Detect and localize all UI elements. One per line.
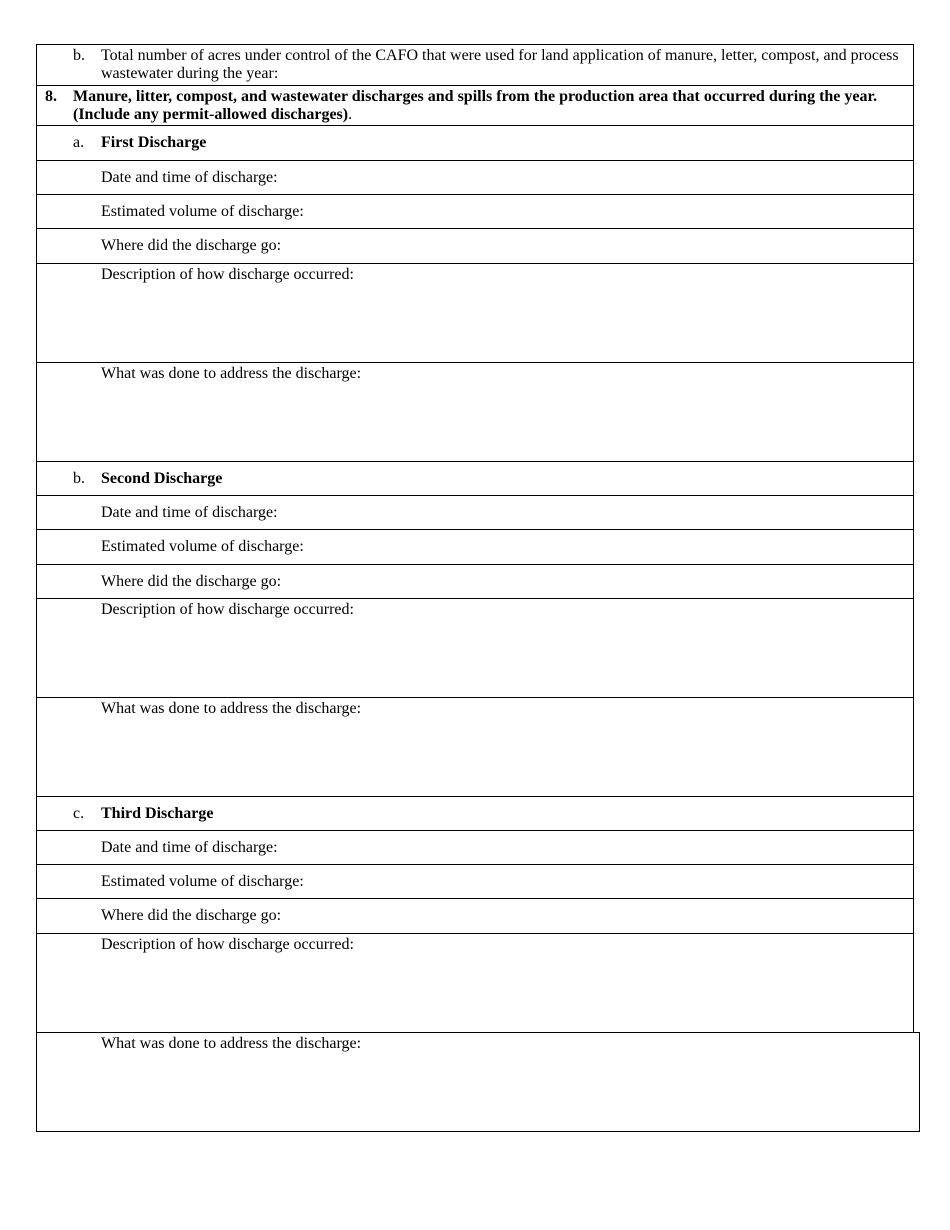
where-field[interactable]: [36, 228, 914, 263]
description-label: Description of how discharge occurred:: [101, 601, 354, 618]
action-field[interactable]: [36, 362, 914, 461]
section-title-bold: Manure, litter, compost, and wastewater discharges and spills from the production area that occurred during the year. (Include any permit-allowed discharges): [73, 88, 878, 123]
discharge-title-row: [36, 125, 914, 160]
action-field[interactable]: [36, 1032, 920, 1132]
action-label: What was done to address the discharge:: [101, 365, 362, 382]
description-field[interactable]: [36, 598, 914, 697]
discharge-letter: c.: [73, 804, 85, 822]
discharge-title-row: [36, 796, 914, 830]
discharge-form: [36, 44, 914, 1132]
discharge-title: First Discharge: [101, 134, 207, 151]
item-letter: b.: [73, 47, 85, 64]
section-8-heading: [36, 85, 914, 125]
volume-field[interactable]: [36, 529, 914, 564]
discharge-title: Second Discharge: [101, 469, 223, 487]
acres-row: [36, 44, 914, 85]
volume-field[interactable]: [36, 864, 914, 898]
discharge-title-row: [36, 461, 914, 495]
volume-label: Estimated volume of discharge:: [101, 872, 304, 890]
date-label: Date and time of discharge:: [101, 838, 278, 856]
description-label: Description of how discharge occurred:: [101, 266, 354, 283]
description-field[interactable]: [36, 933, 914, 1032]
discharge-letter: b.: [73, 469, 85, 487]
acres-question: Total number of acres under control of the CAFO that were used for land application of manure, letter, compost, and process wastewater during the year:: [101, 47, 899, 82]
section-number: 8.: [45, 88, 57, 105]
date-label: Date and time of discharge:: [101, 168, 278, 186]
action-label: What was done to address the discharge:: [101, 700, 362, 717]
description-label: Description of how discharge occurred:: [101, 936, 354, 953]
section-title: [73, 88, 901, 124]
where-label: Where did the discharge go:: [101, 237, 282, 254]
date-label: Date and time of discharge:: [101, 503, 278, 521]
action-field[interactable]: [36, 697, 914, 796]
where-label: Where did the discharge go:: [101, 572, 282, 590]
where-field[interactable]: [36, 898, 914, 933]
action-label: What was done to address the discharge:: [101, 1035, 362, 1052]
where-label: Where did the discharge go:: [101, 907, 282, 924]
section-title-end: .: [348, 106, 353, 123]
volume-label: Estimated volume of discharge:: [101, 538, 304, 555]
date-field[interactable]: [36, 830, 914, 864]
where-field[interactable]: [36, 564, 914, 598]
volume-field[interactable]: [36, 194, 914, 228]
volume-label: Estimated volume of discharge:: [101, 202, 304, 220]
discharge-letter: a.: [73, 134, 85, 151]
discharge-title: Third Discharge: [101, 804, 214, 822]
date-field[interactable]: [36, 495, 914, 529]
date-field[interactable]: [36, 160, 914, 194]
description-field[interactable]: [36, 263, 914, 362]
